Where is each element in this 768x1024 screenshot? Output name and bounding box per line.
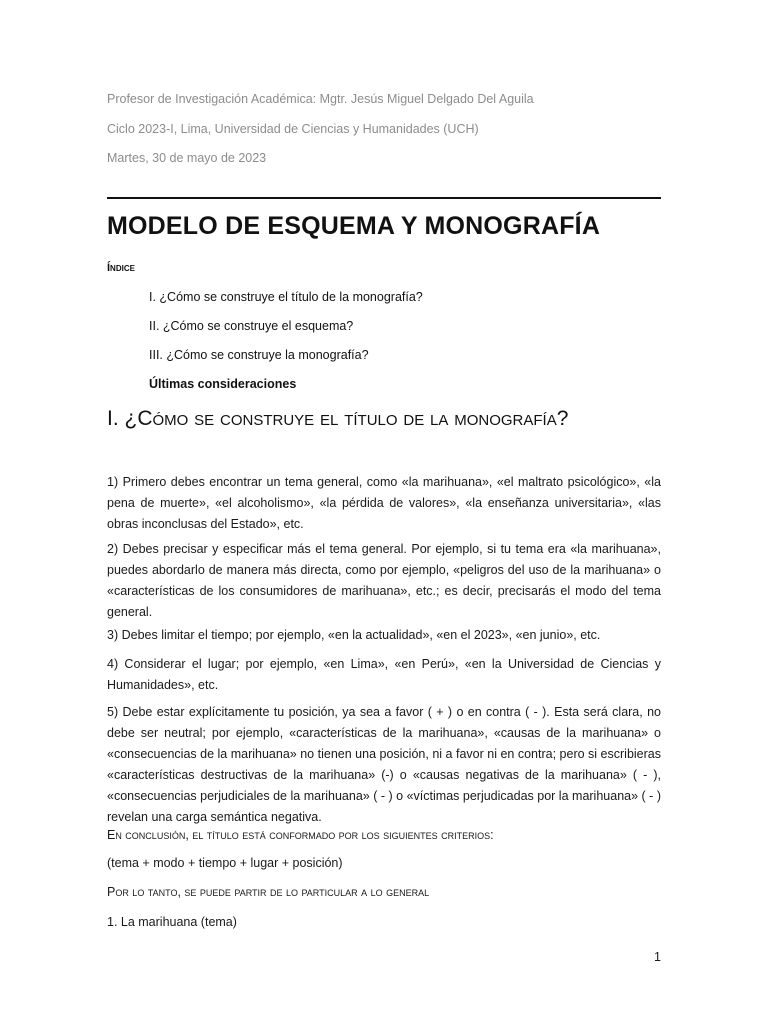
header-professor: Profesor de Investigación Académica: Mgtr. Jesús Miguel Delgado Del Aguila (107, 92, 534, 106)
header-divider (107, 197, 661, 199)
paragraph-2: 2) Debes precisar y especificar más el tema general. Por ejemplo, si tu tema era «la marihuana», puedes abordarlo de manera más directa, como por ejemplo, «peligros del uso de la marihuana» o «características de los consumidores de marihuana», etc.; es decir, precisarás el modo del tema general. (107, 542, 661, 619)
example-step-1: 1. La marihuana (tema) (107, 915, 237, 929)
title-formula: (tema + modo + tiempo + lugar + posición) (107, 856, 343, 870)
toc-item-2[interactable]: II. ¿Cómo se construye el esquema? (149, 319, 354, 333)
toc-item-1[interactable]: I. ¿Cómo se construye el título de la monografía? (149, 290, 423, 304)
paragraph-4: 4) Considerar el lugar; por ejemplo, «en Lima», «en Perú», «en la Universidad de Ciencias y Humanidades», etc. (107, 657, 661, 692)
header-cycle: Ciclo 2023-I, Lima, Universidad de Ciencias y Humanidades (UCH) (107, 122, 479, 136)
page-number: 1 (654, 950, 661, 964)
document-title: MODELO DE ESQUEMA Y MONOGRAFÍA (107, 212, 601, 240)
therefore-line: Por lo tanto, se puede partir de lo particular a lo general (107, 885, 430, 899)
toc-item-3[interactable]: III. ¿Cómo se construye la monografía? (149, 348, 369, 362)
paragraph-5: 5) Debe estar explícitamente tu posición, ya sea a favor ( + ) o en contra ( - ). Esta será clara, no debe ser neutral; por ejemplo, «características de la marihuana», «causas de la marihuana» o «consecuencias de la marihuana» no tienen una posición, ni a favor ni en contra; pero si escribieras «características destructivas de la marihuana» (-) o «causas negativas de la marihuana» ( - ), «consecuencias perjudiciales de la marihuana» ( - ) o «víctimas perjudicadas por la marihuana» ( - ) revelan una carga semántica negativa. (107, 705, 661, 824)
paragraph-1: 1) Primero debes encontrar un tema general, como «la marihuana», «el maltrato psicológico», «la pena de muerte», «el alcoholismo», «la pérdida de valores», «la enseñanza universitaria», «las obras inconclusas del Estado», etc. (107, 475, 661, 531)
conclusion-line: En conclusión, el título está conformado por los siguientes criterios: (107, 828, 494, 842)
toc-item-4[interactable]: Últimas consideraciones (149, 377, 297, 391)
document-page (107, 0, 661, 1024)
section-heading: I. ¿Cómo se construye el título de la monografía? (107, 407, 569, 430)
paragraph-3: 3) Debes limitar el tiempo; por ejemplo, «en la actualidad», «en el 2023», «en junio», etc. (107, 628, 601, 642)
index-heading: Índice (107, 262, 135, 274)
header-date: Martes, 30 de mayo de 2023 (107, 151, 267, 165)
